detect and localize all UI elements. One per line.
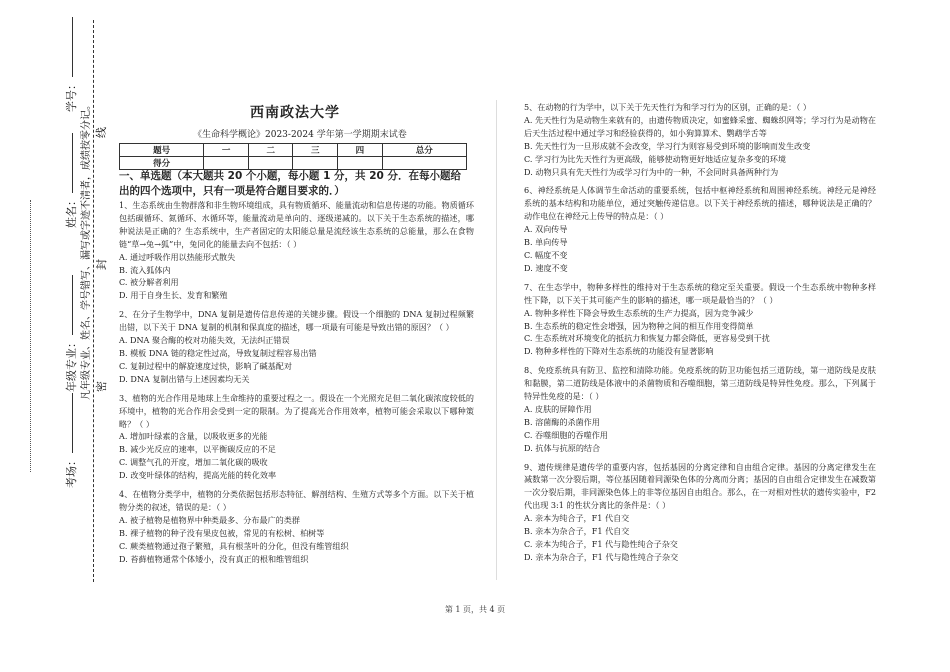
option: C. 复制过程中的解旋速度过快，影响了碱基配对 [119,360,292,371]
option: B. 流入狐体内 [119,264,171,275]
score-table-header-row [120,144,467,157]
score-cell: 三 [293,144,338,157]
option: D. 物种多样性的下降对生态系统的功能没有显著影响 [524,346,714,357]
option: A. 增加叶绿素的含量，以吸收更多的光能 [119,431,268,442]
score-cell: 一 [204,144,249,157]
column-divider [496,100,497,580]
option: A. 皮肤的屏障作用 [524,403,592,414]
option: B. 溶菌酶的杀菌作用 [524,416,600,427]
question-5 [524,101,876,178]
option: C. 学习行为比先天性行为更高级，能够使动物更好地适应复杂多变的环境 [524,153,786,164]
question-stem: 6、神经系统是人体调节生命活动的重要系统，包括中枢神经系统和周围神经系统。神经元是神经系统的基本结构和功能单位，通过突触传递信息。以下关于神经系统的描述，哪种说法是正确的？动作电位在神经元上传导的特点是：（ ） [524,185,876,222]
question-stem: 7、在生态学中，物种多样性的维持对于生态系统的稳定至关重要。假设一个生态系统中物种多样性下降，以下关于其可能产生的影响的描述，哪一项是最恰当的？（ ） [524,281,876,305]
student-no-label: 学号： [66,15,77,112]
option: C. 生态系统对环境变化的抵抗力和恢复力都会降低，更容易受到干扰 [524,333,770,344]
question-stem: 2、在分子生物学中，DNA 复制是遗传信息传递的关键步骤。假设一个细胞的 DNA 复制过程频繁出错，以下关于 DNA 复制的机制和保真度的描述，哪一项最有可能是导致出错的原因？（ ） [119,309,474,333]
left-column [119,199,474,571]
option: A. 通过呼吸作用以热能形式散失 [119,251,236,262]
option: D. 改变叶绿体的结构，提高光能的转化效率 [119,470,277,481]
option: C. 被分解者利用 [119,277,179,288]
score-cell [382,157,466,170]
score-cell: 得分 [120,157,204,170]
score-cell: 四 [338,144,383,157]
question-stem: 4、在植物分类学中，植物的分类依据包括形态特征、解剖结构、生殖方式等多个方面。以下关于植物分类的叙述，错误的是：（ ） [119,489,474,512]
score-cell: 题号 [120,144,204,157]
option: A. 先天性行为是动物生来就有的，由遗传物质决定，如蜜蜂采蜜、蜘蛛织网等；学习行为是动物在后天生活过程中通过学习和经验获得的，如小狗算算术、鹦鹉学舌等 [524,114,876,138]
exam-title: 《生命科学概论》2023-2024 学年第一学期期末试卷 [193,130,407,140]
question-7 [524,281,876,358]
question-6 [524,184,876,274]
option: B. 亲本为杂合子，F1 代自交 [524,526,630,537]
question-stem: 9、遗传规律是遗传学的重要内容，包括基因的分离定律和自由组合定律。基因的分离定律发生在减数第一次分裂后期，等位基因随着同源染色体的分离而分离；基因的自由组合定律发生在减数第一次分裂后期，非同源染色体上的非等位基因自由组合。那么，在一对相对性状的遗传实验中，F2 代出现 3:1 的性状分离比的条件是：（ ） [524,461,876,511]
question-2 [119,308,474,385]
option: B. 单向传导 [524,237,568,248]
score-table-score-row [120,157,467,170]
score-cell: 二 [248,144,293,157]
option: A. DNA 聚合酶的校对功能失效，无法纠正错误 [119,335,290,346]
option: A. 被子植物是植物界中种类最多、分布最广的类群 [119,514,300,525]
score-table [119,143,467,170]
option: D. 亲本为杂合子，F1 代与隐性纯合子杂交 [524,551,679,562]
option: B. 减少光反应的速率，以平衡碳反应的不足 [119,444,276,455]
seal-char-feng: 封 [95,259,108,270]
option: B. 模板 DNA 链的稳定性过高，导致复制过程容易出错 [119,347,317,358]
question-3 [119,392,474,482]
section-heading: 一、单选题（本大题共 20 个小题，每小题 1 分，共 20 分．在每小题给出的四个选项中，只有一项是符合题目要求的．） [119,170,461,197]
option: A. 亲本为纯合子，F1 代自交 [524,513,630,524]
score-cell [248,157,293,170]
option: A. 双向传导 [524,224,568,235]
option: D. 动物只具有先天性行为或学习行为中的一种，不会同时具备两种行为 [524,166,779,177]
question-1 [119,199,474,302]
option: B. 先天性行为一旦形成就不会改变，学习行为则容易受到环境的影响而发生改变 [524,140,811,151]
question-stem: 3、植物的光合作用是地球上生命维持的重要过程之一。假设在一个光照充足但二氧化碳浓度较低的环境中，植物的光合作用会受到一定的限制。为了提高光合作用效率，植物可能会采取以下哪种策略？（ ） [119,392,474,429]
option: A. 物种多样性下降会导致生态系统的生产力提高，因为竞争减少 [524,307,754,318]
school-name: 西南政法大学 [250,105,340,121]
option: C. 幅度不变 [524,249,568,260]
grade-major-label: 年级专业： [66,273,77,392]
option: D. 抗体与抗原的结合 [524,442,601,453]
question-9 [524,461,876,564]
option: C. 调整气孔的开度，增加二氧化碳的吸收 [119,457,268,468]
score-cell [338,157,383,170]
option: D. DNA 复制出错与上述因素均无关 [119,373,250,384]
option: D. 用于自身生长、发育和繁殖 [119,290,228,301]
page-footer: 第 1 页，共 4 页 [444,605,506,614]
question-4 [119,488,474,565]
option: D. 苔藓植物通常个体矮小，没有真正的根和维管组织 [119,553,309,564]
option: C. 蕨类植物通过孢子繁殖，具有根茎叶的分化，但没有维管组织 [119,540,349,551]
option: D. 速度不变 [524,262,568,273]
right-column [524,101,876,570]
exam-room-label: 考场： [66,391,77,488]
question-stem: 1、生态系统由生物群落和非生物环境组成，具有物质循环、能量流动和信息传递的功能。物质循环包括碳循环、氮循环、水循环等，能量流动是单向的、逐级递减的。以下关于生态系统的描述，哪种说法是正确的？生态系统中，生产者固定的太阳能总量是流经该生态系统的总能量，那么在食物链“草→兔→狐”中，兔同化的能量去向不包括：（ ） [119,200,474,249]
seal-line-dotted [30,200,31,472]
seal-char-mi: 密 [95,381,108,392]
score-cell: 总分 [382,144,466,157]
option: B. 生态系统的稳定性会增强，因为物种之间的相互作用变得简单 [524,320,754,331]
option: C. 吞噬细胞的吞噬作用 [524,429,608,440]
score-cell [293,157,338,170]
binding-strip [0,0,118,672]
seal-char-xian: 线 [95,127,108,138]
binding-warning: 凡年级专业、姓名、学号错写、漏写或字迹不清者，成绩按零分记。 [81,100,92,400]
score-cell [204,157,249,170]
option: C. 亲本为纯合子，F1 代与隐性纯合子杂交 [524,539,678,549]
question-8 [524,364,876,454]
seal-line-dashed [93,20,94,582]
option: B. 裸子植物的种子没有果皮包被，常见的有松树、柏树等 [119,527,325,538]
name-label: 姓名： [66,131,77,228]
question-stem: 8、免疫系统具有防卫、监控和清除功能。免疫系统的防卫功能包括三道防线，第一道防线是皮肤和黏膜，第二道防线是体液中的杀菌物质和吞噬细胞，第三道防线是特异性免疫。那么，下列属于特异性免疫的是：（ ） [524,365,876,402]
question-stem: 5、在动物的行为学中，以下关于先天性行为和学习行为的区别，正确的是：（ ） [524,102,811,112]
